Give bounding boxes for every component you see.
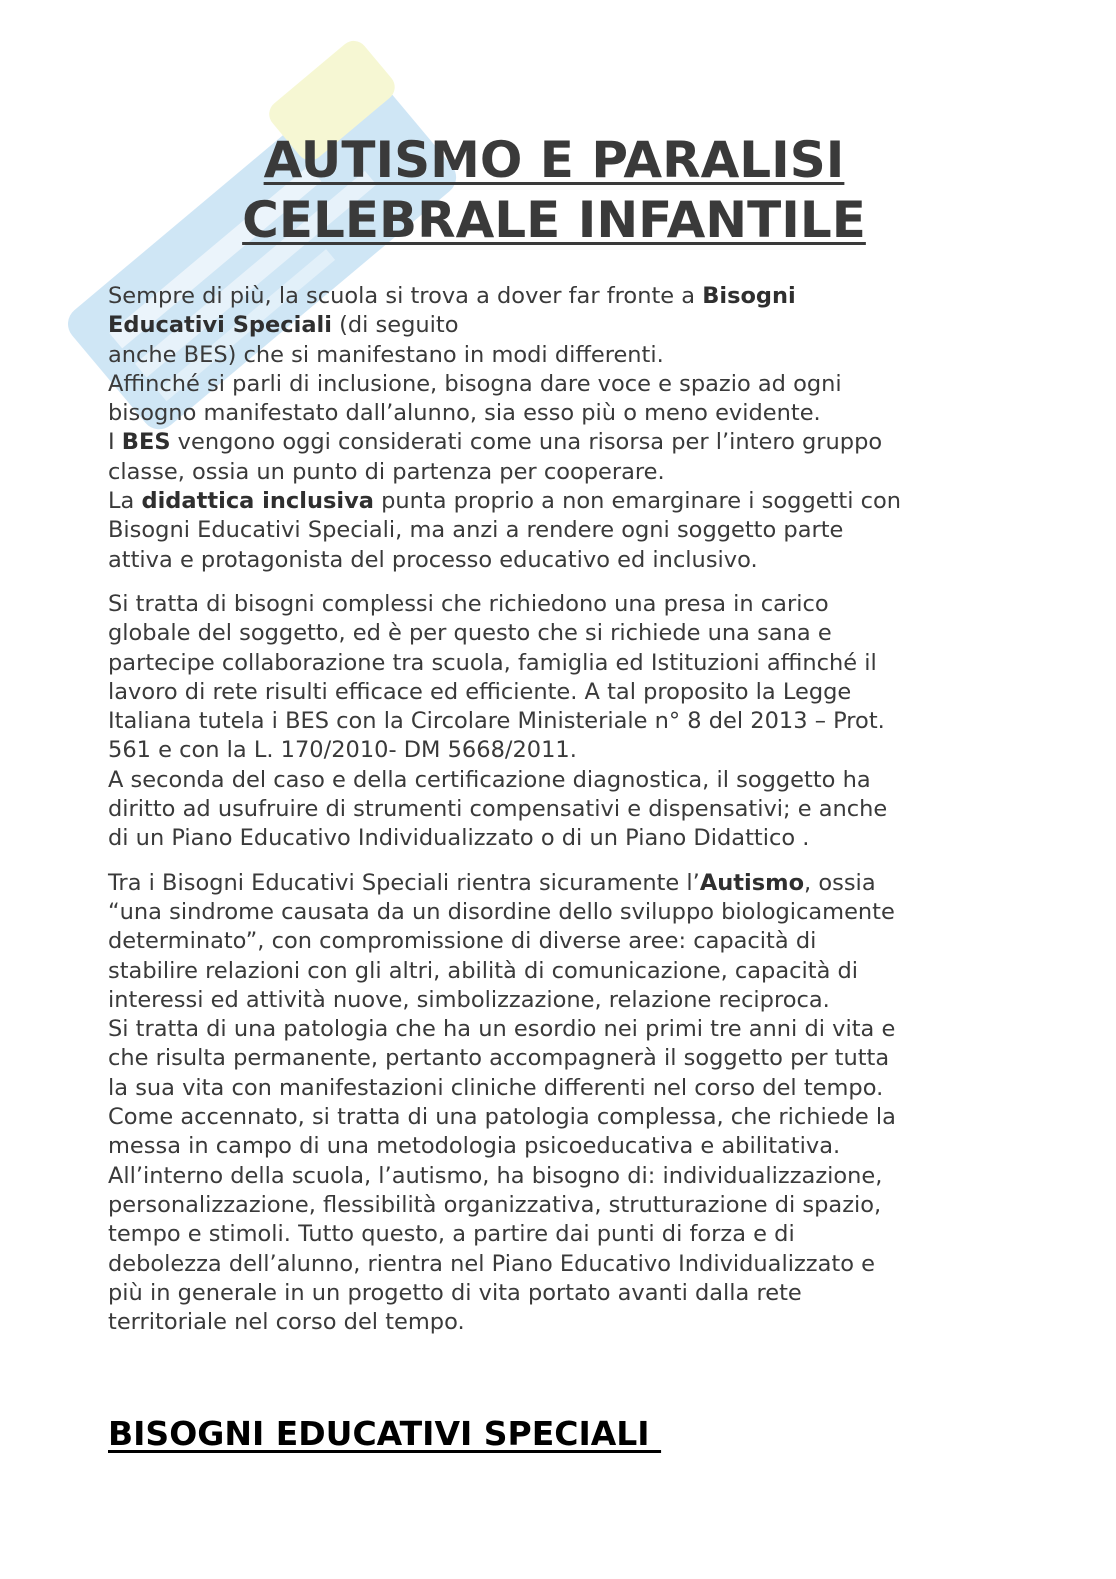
text-line: personalizzazione, flessibilità organizzativa, strutturazione di spazio, [108, 1191, 882, 1218]
text-line: A seconda del caso e della certificazione diagnostica, il soggetto ha [108, 766, 871, 793]
text-line: Tra i Bisogni Educativi Speciali rientra sicuramente l’Autismo, ossia [108, 869, 876, 896]
text-line: “una sindrome causata da un disordine dello sviluppo biologicamente [108, 898, 895, 925]
text-line: globale del soggetto, ed è per questo che si richiede una sana e [108, 620, 832, 647]
text-line: All’interno della scuola, l’autismo, ha bisogno di: individualizzazione, [108, 1162, 883, 1189]
page-title-line-1: AUTISMO E PARALISI [263, 131, 845, 189]
text-line: più in generale in un progetto di vita portato avanti dalla rete [108, 1279, 802, 1306]
text-line: diritto ad usufruire di strumenti compensativi e dispensativi; e anche [108, 796, 888, 823]
text-line: interessi ed attività nuove, simbolizzazione, relazione reciproca. [108, 986, 830, 1013]
paragraph-legislation [108, 590, 1008, 854]
text-line: Italiana tutela i BES con la Circolare Ministeriale n° 8 del 2013 – Prot. [108, 708, 885, 735]
text-line: messa in campo di una metodologia psicoeducativa e abilitativa. [108, 1133, 841, 1160]
text-line: tempo e stimoli. Tutto questo, a partire dai punti di forza e di [108, 1221, 795, 1248]
text-line: la sua vita con manifestazioni cliniche differenti nel corso del tempo. [108, 1074, 884, 1101]
text-line: I BES vengono oggi considerati come una risorsa per l’intero gruppo [108, 429, 883, 456]
text-line: che risulta permanente, pertanto accompagnerà il soggetto per tutta [108, 1045, 890, 1072]
text-line: classe, ossia un punto di partenza per cooperare. [108, 458, 665, 485]
text-line: 561 e con la L. 170/2010- DM 5668/2011. [108, 737, 577, 764]
text-line: Bisogni Educativi Speciali, ma anzi a rendere ogni soggetto parte [108, 517, 844, 544]
text-line: Sempre di più, la scuola si trova a dover far fronte a Bisogni [108, 283, 796, 309]
text-line: bisogno manifestato dall’alunno, sia esso più o meno evidente. [108, 400, 821, 427]
text-line: lavoro di rete risulti efficace ed efficiente. A tal proposito la Legge [108, 678, 852, 705]
text-line: stabilire relazioni con gli altri, abilità di comunicazione, capacità di [108, 957, 859, 984]
text-line: Affinché si parli di inclusione, bisogna dare voce e spazio ad ogni [108, 370, 842, 397]
text-line: La didattica inclusiva punta proprio a non emarginare i soggetti con [108, 488, 902, 515]
text-line: Si tratta di una patologia che ha un esordio nei primi tre anni di vita e [108, 1016, 896, 1043]
text-line: Si tratta di bisogni complessi che richiedono una presa in carico [108, 590, 829, 617]
text-line: di un Piano Educativo Individualizzato o di un Piano Didattico . [108, 825, 810, 852]
document-body [108, 282, 1008, 1352]
page-title [108, 130, 1000, 250]
text-line: debolezza dell’alunno, rientra nel Piano Educativo Individualizzato e [108, 1250, 875, 1277]
text-line: determinato”, con compromissione di diverse aree: capacità di [108, 928, 817, 955]
text-line: territoriale nel corso del tempo. [108, 1309, 465, 1336]
section-heading: BISOGNI EDUCATIVI SPECIALI [108, 1414, 662, 1453]
paragraph-intro [108, 282, 1008, 575]
text-line: partecipe collaborazione tra scuola, famiglia ed Istituzioni affinché il [108, 649, 877, 676]
page-title-line-2: CELEBRALE INFANTILE [242, 191, 866, 249]
text-line: Come accennato, si tratta di una patologia complessa, che richiede la [108, 1104, 896, 1131]
text-line: attiva e protagonista del processo educativo ed inclusivo. [108, 546, 758, 573]
text-line: Educativi Speciali (di seguito [108, 312, 459, 339]
paragraph-autism [108, 869, 1008, 1338]
text-line: anche BES) che si manifestano in modi differenti. [108, 341, 664, 368]
